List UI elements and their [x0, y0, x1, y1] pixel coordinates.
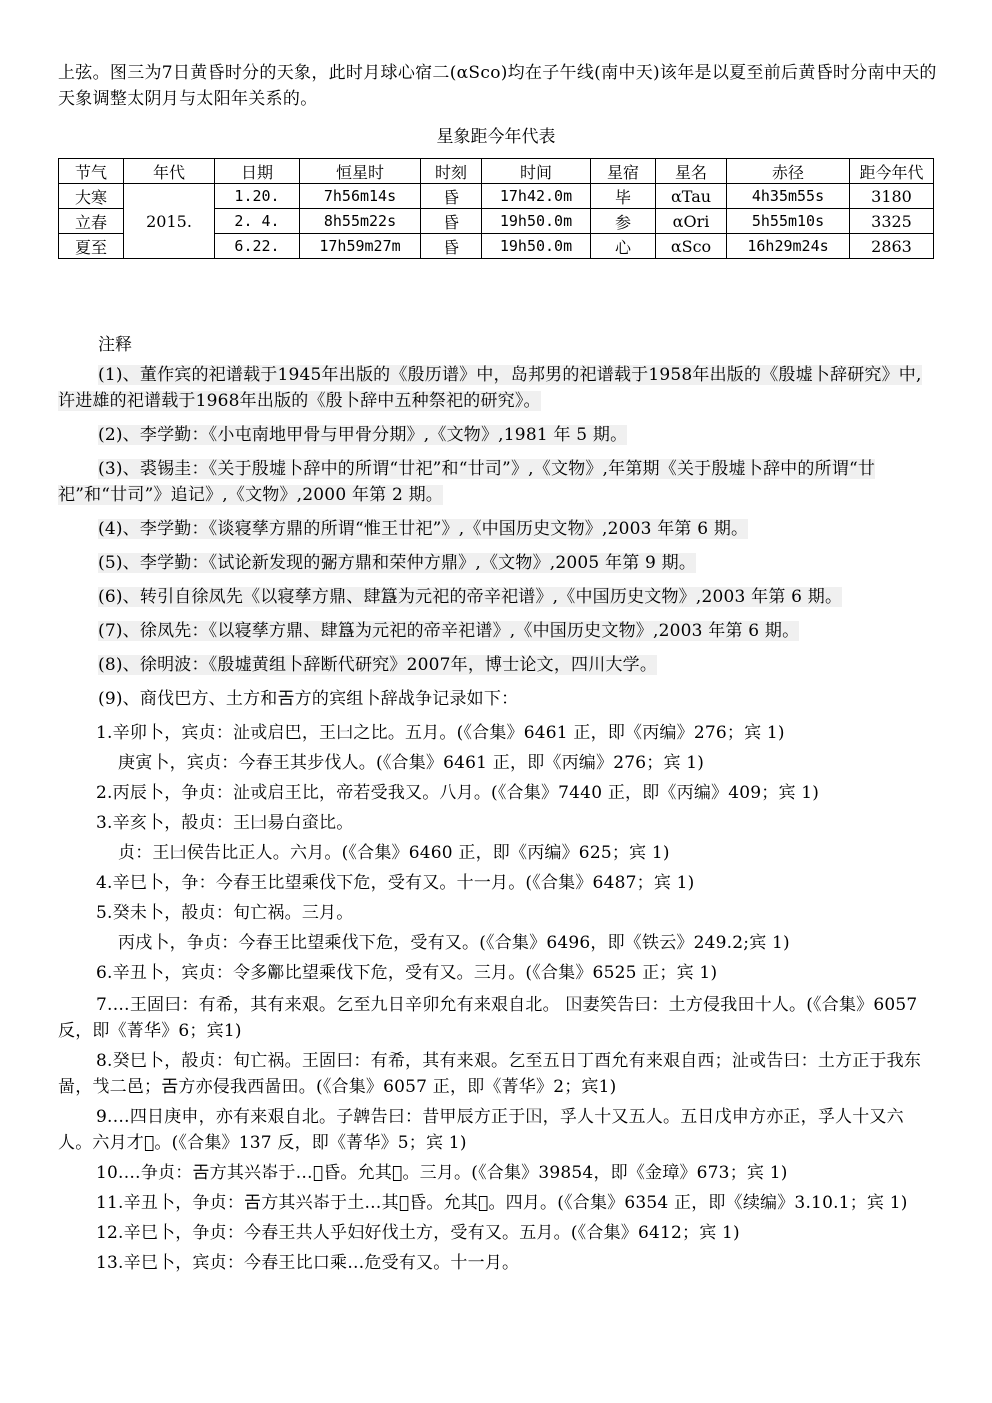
- record-item: 7.…王固曰：有希，其有来艰。乞至九日辛卯允有来艰自北。 𡆥妻笶告曰：土方侵我田十人。(《合集》6057 反，即《菁华》6；宾1): [58, 995, 918, 1041]
- note-item: [58, 516, 938, 542]
- cell-moment: 昏: [421, 184, 482, 209]
- note-text: (7)、徐凤先：《以寝孳方鼎、肆簋为元祀的帝辛祀谱》,《中国历史文物》,2003 年第 6 期。: [98, 621, 800, 641]
- note-text: (2)、李学勤：《小屯南地甲骨与甲骨分期》,《文物》,1981 年 5 期。: [98, 425, 628, 445]
- record-item: 6.辛丑卜，宾贞：令多𨟭比望乘伐下危，受有又。三月。(《合集》6525 正；宾 1): [96, 963, 718, 983]
- notes-section: [58, 362, 938, 1280]
- cell-solar-term: 大寒: [59, 184, 124, 209]
- cell-years-ago: 3325: [850, 209, 934, 234]
- cell-time: 19h50.0m: [482, 234, 591, 259]
- note-item: [58, 550, 938, 576]
- note-text: (9)、商伐巴方、土方和𢀛方的宾组卜辞战争记录如下：: [98, 689, 519, 709]
- note-item: [58, 362, 938, 414]
- col-header-star-name: 星名: [656, 159, 727, 184]
- cell-right-ascension: 16h29m24s: [727, 234, 850, 259]
- record-item: 2.丙辰卜，争贞：沚戓启王比，帝若受我又。八月。(《合集》7440 正，即《丙编》409；宾 1): [96, 783, 820, 803]
- note-item: [58, 584, 938, 610]
- note-text: (3)、裘锡圭：《关于殷墟卜辞中的所谓“廿祀”和“廿司”》,《文物》,年第期《关于殷墟卜辞中的所谓“廿祀”和“廿司”》追记》,《文物》,2000 年第 2 期。: [58, 459, 876, 505]
- cell-time: 17h42.0m: [482, 184, 591, 209]
- col-header-date: 日期: [215, 159, 300, 184]
- record-item: 10.…争贞：𢀛方其兴𡴑于…𦎫昏。允其𦎫。三月。(《合集》39854，即《金璋》673；宾 1): [96, 1163, 788, 1183]
- note-text: (5)、李学勤：《试论新发现的䰜方鼎和荣仲方鼎》,《文物》,2005 年第 9 期。: [98, 553, 697, 573]
- record-item: 3.辛亥卜，㱿贞：王𠙵昜白𧊒比。: [96, 813, 354, 833]
- table-title: 星象距今年代表: [436, 127, 556, 147]
- note-text: (6)、转引自徐凤先《以寝孳方鼎、肆簋为元祀的帝辛祀谱》,《中国历史文物》,2003 年第 6 期。: [98, 587, 843, 607]
- cell-sidereal-time: 8h55m22s: [300, 209, 421, 234]
- note-item: [58, 422, 938, 448]
- col-header-year: 年代: [124, 159, 215, 184]
- note-text: (1)、董作宾的祀谱载于1945年出版的《殷历谱》中，岛邦男的祀谱载于1958年出版的《殷墟卜辞研究》中,许进雄的祀谱载于1968年出版的《殷卜辞中五种祭祀的研究》。: [58, 365, 922, 411]
- cell-lunar-mansion: 毕: [591, 184, 656, 209]
- cell-sidereal-time: 7h56m14s: [300, 184, 421, 209]
- cell-year: 2015.: [124, 184, 215, 259]
- col-header-moment: 时刻: [421, 159, 482, 184]
- record-item: 庚寅卜，宾贞：今春王其步伐人。(《合集》6461 正，即《丙编》276；宾 1): [118, 753, 705, 773]
- note-text: (4)、李学勤：《谈寝孳方鼎的所谓“惟王廿祀”》,《中国历史文物》,2003 年第 6 期。: [98, 519, 749, 539]
- notes-heading: 注释: [98, 335, 132, 355]
- cell-date: 1.20.: [215, 184, 300, 209]
- note-item: [58, 652, 938, 678]
- cell-time: 19h50.0m: [482, 209, 591, 234]
- cell-sidereal-time: 17h59m27m: [300, 234, 421, 259]
- table-row: [59, 184, 934, 209]
- record-item: 12.辛巳卜，争贞：今春王共人乎妇好伐土方，受有又。五月。(《合集》6412；宾 1): [96, 1223, 740, 1243]
- col-header-lunar-mansion: 星宿: [591, 159, 656, 184]
- cell-years-ago: 2863: [850, 234, 934, 259]
- cell-moment: 昏: [421, 209, 482, 234]
- record-item: 丙戌卜，争贞：今春王比望乘伐下危，受有又。(《合集》6496，即《铁云》249.2;宾 1): [118, 933, 790, 953]
- cell-moment: 昏: [421, 234, 482, 259]
- cell-right-ascension: 5h55m10s: [727, 209, 850, 234]
- record-item: 4.辛巳卜，争：今春王比望乘伐下危，受有又。十一月。(《合集》6487；宾 1): [96, 873, 695, 893]
- record-item: 贞：王𠙵侯告比正人。六月。(《合集》6460 正，即《丙编》625；宾 1): [118, 843, 670, 863]
- cell-solar-term: 夏至: [59, 234, 124, 259]
- star-age-table: [58, 158, 934, 259]
- col-header-time: 时间: [482, 159, 591, 184]
- cell-solar-term: 立春: [59, 209, 124, 234]
- cell-lunar-mansion: 心: [591, 234, 656, 259]
- note-item: [58, 456, 938, 508]
- record-item: 11.辛丑卜，争贞：𢀛方其兴𡴑于土…其𦎫昏。允其𦎫。四月。(《合集》6354 正，即《续编》3.10.1；宾 1): [96, 1193, 908, 1213]
- col-header-sidereal-time: 恒星时: [300, 159, 421, 184]
- col-header-solar-term: 节气: [59, 159, 124, 184]
- cell-star-name: αSco: [656, 234, 727, 259]
- record-item: 9.…四日庚申，亦有来艰自北。子𩏂告曰：昔甲辰方正于𡆥，孚人十又五人。五日戊申方亦正，孚人十又六人。六月才𦎫。(《合集》137 反，即《菁华》5；宾 1): [58, 1107, 904, 1153]
- intro-paragraph: 上弦。图三为7日黄昏时分的天象，此时月球心宿二(αSco)均在子午线(南中天)该年是以夏至前后黄昏时分南中天的天象调整太阴月与太阳年关系的。: [58, 63, 937, 109]
- table-header-row: [59, 159, 934, 184]
- col-header-years-ago: 距今年代: [850, 159, 934, 184]
- note-item: [58, 618, 938, 644]
- cell-star-name: αOri: [656, 209, 727, 234]
- cell-star-name: αTau: [656, 184, 727, 209]
- note-text: (8)、徐明波：《殷墟黄组卜辞断代研究》2007年，博士论文，四川大学。: [98, 655, 658, 675]
- record-item: 8.癸巳卜，㱿贞：旬亡祸。王固曰：有希，其有来艰。乞至五日丁酉允有来艰自西；沚戓告曰：土方正于我东啚，𢦏二邑；𢀛方亦侵我西啚田。(《合集》6057 正，即《菁华》2；宾1): [58, 1051, 922, 1097]
- record-item: 13.辛巳卜，宾贞：今春王比口乘…危受有又。十一月。: [96, 1253, 520, 1273]
- cell-years-ago: 3180: [850, 184, 934, 209]
- record-item: 5.癸未卜，㱿贞：旬亡祸。三月。: [96, 903, 354, 923]
- record-item: 1.辛卯卜，宾贞：沚戓启巴，王𠙵之比。五月。(《合集》6461 正，即《丙编》276；宾 1): [96, 723, 785, 743]
- cell-right-ascension: 4h35m55s: [727, 184, 850, 209]
- col-header-right-ascension: 赤径: [727, 159, 850, 184]
- cell-date: 6.22.: [215, 234, 300, 259]
- cell-date: 2. 4.: [215, 209, 300, 234]
- note-item: [58, 686, 938, 712]
- cell-lunar-mansion: 参: [591, 209, 656, 234]
